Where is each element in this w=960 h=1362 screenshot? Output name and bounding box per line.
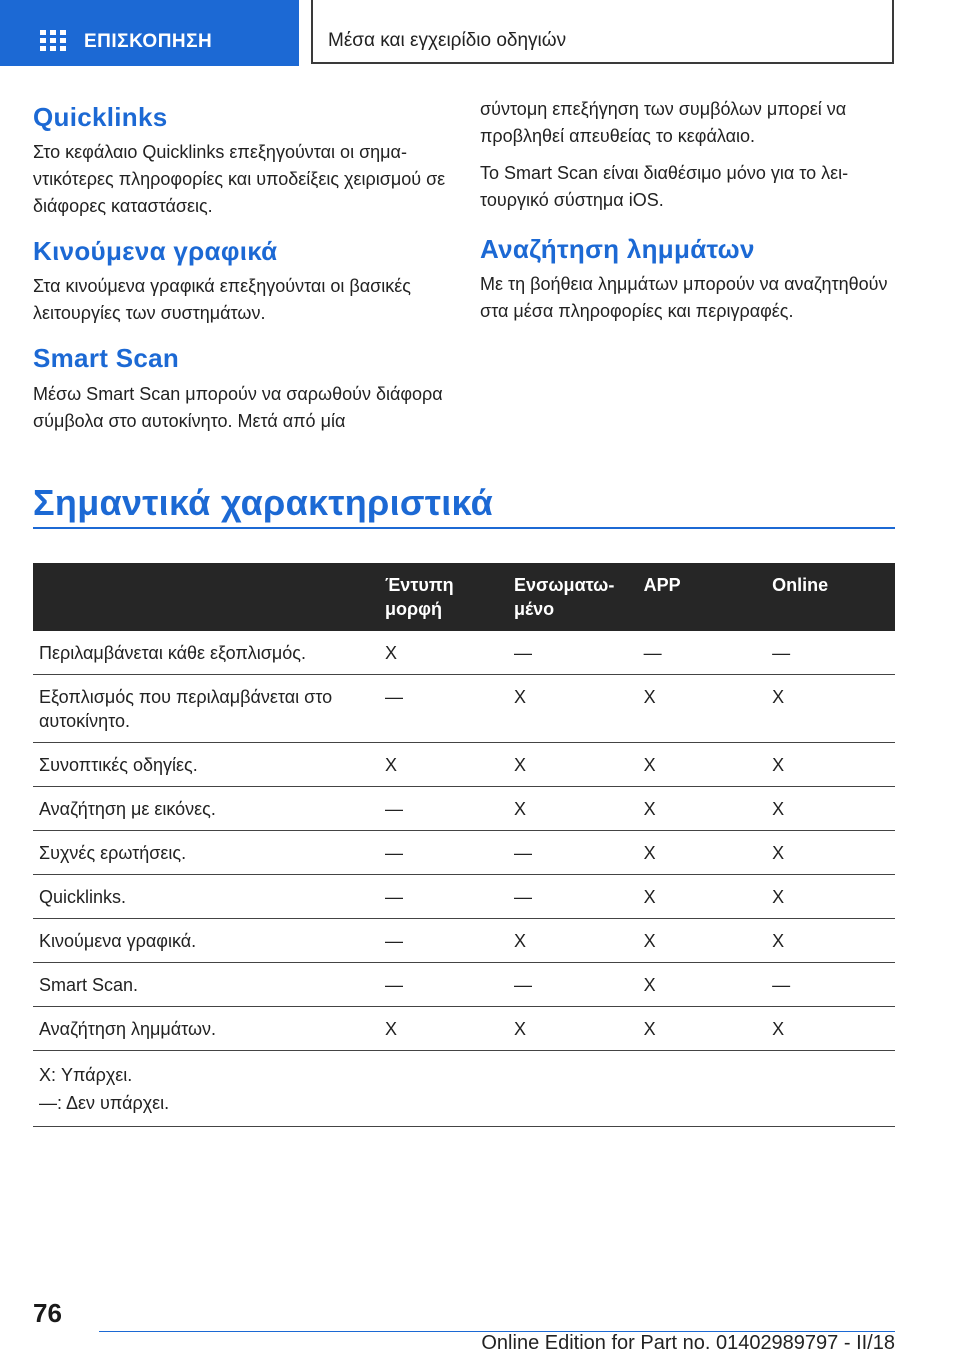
- grid-icon: [40, 30, 66, 52]
- column-header: [33, 563, 379, 631]
- availability-cell: X: [638, 675, 766, 743]
- section-quicklinks: [33, 102, 453, 220]
- availability-cell: —: [508, 831, 638, 875]
- feature-name-cell: Smart Scan.: [33, 963, 379, 1007]
- availability-cell: X: [638, 1007, 766, 1051]
- section-body: Μέσω Smart Scan μπορούν να σαρωθούν διάφορα σύμβολα στο αυτοκίνητο. Μετά από μία: [33, 383, 443, 431]
- legend-present: X: Υπάρχει.: [39, 1065, 133, 1085]
- availability-cell: X: [638, 919, 766, 963]
- column-header: APP: [638, 563, 766, 631]
- availability-cell: X: [766, 831, 895, 875]
- availability-cell: —: [766, 963, 895, 1007]
- table-row: [33, 743, 895, 787]
- availability-cell: —: [379, 963, 508, 1007]
- availability-cell: X: [379, 1007, 508, 1051]
- section-smart-scan: [33, 343, 453, 434]
- availability-cell: —: [379, 675, 508, 743]
- availability-cell: —: [508, 875, 638, 919]
- availability-cell: X: [508, 675, 638, 743]
- availability-cell: X: [766, 675, 895, 743]
- feature-name-cell: Συχνές ερωτήσεις.: [33, 831, 379, 875]
- availability-cell: —: [379, 831, 508, 875]
- section-heading: Κινούμενα γραφικά: [33, 236, 278, 267]
- availability-cell: X: [638, 743, 766, 787]
- features-title: Σημαντικά χαρακτηριστικά: [33, 482, 494, 523]
- overview-tab-label: ΕΠΙΣΚΟΠΗΣΗ: [84, 31, 213, 52]
- availability-cell: X: [508, 1007, 638, 1051]
- availability-cell: —: [379, 875, 508, 919]
- availability-cell: —: [379, 919, 508, 963]
- feature-name-cell: Εξοπλισμός που περιλαμβάνεται στο αυτοκίνητο.: [33, 675, 379, 743]
- table-row: [33, 919, 895, 963]
- feature-name-cell: Περιλαμβάνεται κάθε εξοπλισμός.: [33, 631, 379, 675]
- legend-absent: —: Δεν υπάρχει.: [39, 1093, 170, 1113]
- column-header: Έντυπη μορφή: [379, 563, 508, 631]
- title-rule: [33, 527, 895, 529]
- page-number: 76: [33, 1298, 62, 1328]
- table-row: [33, 787, 895, 831]
- availability-cell: X: [766, 919, 895, 963]
- availability-cell: X: [766, 743, 895, 787]
- availability-cell: X: [379, 743, 508, 787]
- overview-tab[interactable]: [0, 0, 299, 66]
- availability-cell: X: [638, 875, 766, 919]
- table-body: [33, 631, 895, 1051]
- section-body: Στα κινούμενα γραφικά επεξηγούνται οι βασικές λειτουργίες των συστημάτων.: [33, 276, 411, 324]
- availability-cell: —: [638, 631, 766, 675]
- table-row: [33, 1007, 895, 1051]
- continuation-paragraph: Το Smart Scan είναι διαθέσιμο μόνο για το λειτουργικό σύστημα iOS.: [480, 163, 849, 210]
- table-row: [33, 675, 895, 743]
- section-heading: Smart Scan: [33, 343, 180, 374]
- table-row: [33, 831, 895, 875]
- availability-cell: X: [508, 919, 638, 963]
- feature-name-cell: Συνοπτικές οδηγίες.: [33, 743, 379, 787]
- feature-name-cell: Αναζήτηση με εικόνες.: [33, 787, 379, 831]
- feature-name-cell: Quicklinks.: [33, 875, 379, 919]
- legend-cell: [33, 1051, 895, 1127]
- section-animations: [33, 236, 453, 327]
- chapter-title-box: [311, 0, 894, 64]
- availability-cell: —: [508, 631, 638, 675]
- features-table: [33, 563, 895, 1127]
- availability-cell: X: [508, 787, 638, 831]
- right-column: [480, 96, 900, 335]
- feature-name-cell: Αναζήτηση λημμάτων.: [33, 1007, 379, 1051]
- legend-row: [33, 1051, 895, 1127]
- table-row: [33, 963, 895, 1007]
- availability-cell: X: [766, 787, 895, 831]
- section-heading: Quicklinks: [33, 102, 168, 132]
- availability-cell: X: [638, 787, 766, 831]
- table-row: [33, 631, 895, 675]
- availability-cell: X: [766, 875, 895, 919]
- availability-cell: X: [379, 631, 508, 675]
- left-column: [33, 96, 453, 451]
- chapter-title: Μέσα και εγχειρίδιο οδηγιών: [328, 30, 567, 51]
- availability-cell: X: [638, 963, 766, 1007]
- feature-name-cell: Κινούμενα γραφικά.: [33, 919, 379, 963]
- continuation-paragraph: σύντομη επεξήγηση των συμβόλων μπορεί να προβληθεί απευθείας το κεφάλαιο.: [480, 99, 847, 146]
- availability-cell: —: [766, 631, 895, 675]
- table-row: [33, 875, 895, 919]
- availability-cell: —: [379, 787, 508, 831]
- column-header: Ενσωματωμένο: [508, 563, 638, 631]
- availability-cell: X: [508, 743, 638, 787]
- section-body: Με τη βοήθεια λημμάτων μπορούν να αναζητηθούν στα μέσα πληροφορίες και περιγραφές.: [480, 274, 888, 322]
- availability-cell: —: [508, 963, 638, 1007]
- availability-cell: X: [766, 1007, 895, 1051]
- availability-cell: X: [638, 831, 766, 875]
- edition-text: Online Edition for Part no. 01402989797 - II/18: [481, 1332, 895, 1354]
- table-header-row: [33, 563, 895, 631]
- column-header: Online: [766, 563, 895, 631]
- section-body: Στο κεφάλαιο Quicklinks επεξηγούνται οι σημαντικότερες πληροφορίες και υποδείξεις χειρισμού σε διάφορες καταστάσεις.: [33, 142, 446, 217]
- section-heading: Αναζήτηση λημμάτων: [480, 234, 755, 264]
